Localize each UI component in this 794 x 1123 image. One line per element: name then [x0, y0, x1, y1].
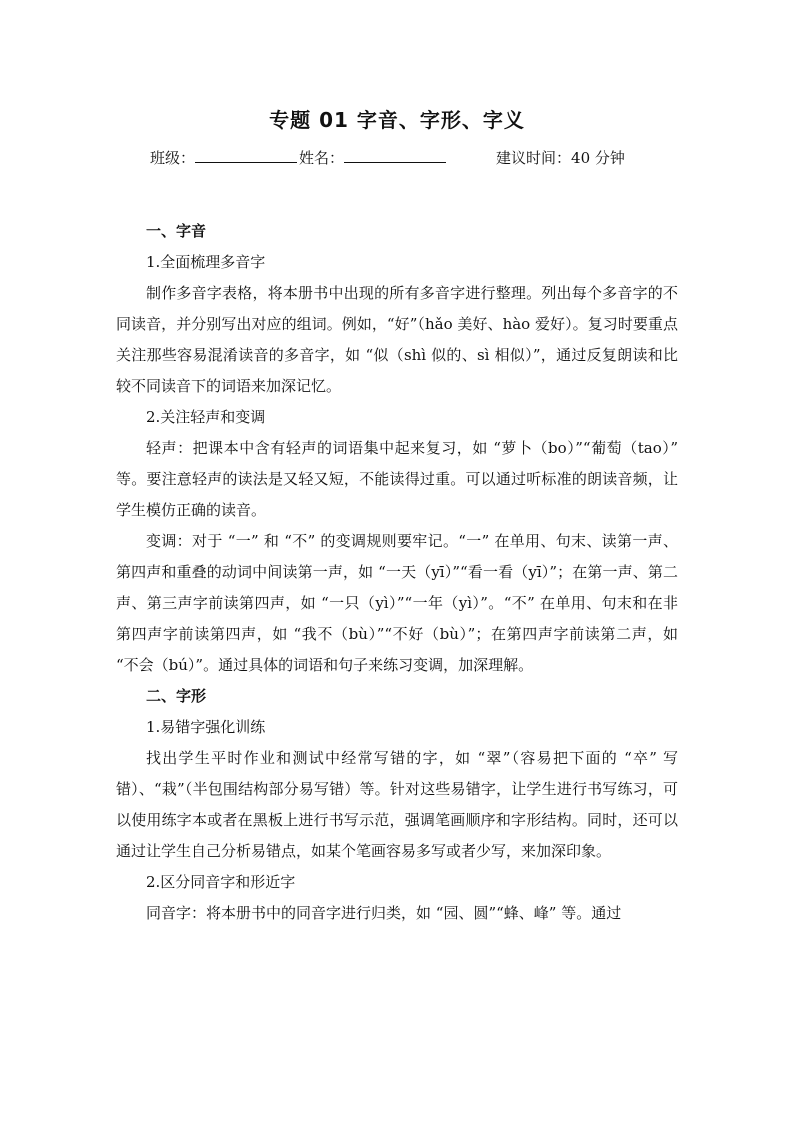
section-heading-character-form: 二、字形 — [146, 687, 207, 705]
paragraph-polyphones: 制作多音字表格，将本册书中出现的所有多音字进行整理。列出每个多音字的不同读音，并分别写出对应的组词。例如，“好”（hǎo 美好、hào 爱好）。复习时要重点关注那些容易混淆读音的多音字，如 “似（shì 似的、sì 相似）”，通过反复朗读和比较不同读音下的词语来加深记忆。 — [116, 284, 678, 395]
class-blank[interactable] — [195, 146, 297, 163]
section-heading-pronunciation: 一、字音 — [146, 222, 207, 240]
paragraph-homophones: 同音字：将本册书中的同音字进行归类，如 “园、圆”“蜂、峰” 等。通过 — [146, 904, 622, 922]
paragraph-tone-sandhi: 变调：对于 “一” 和 “不” 的变调规则要牢记。“一” 在单用、句末、读第一声、第四声和重叠的动词中间读第一声，如 “一天（yī）”“看一看（yī）”；在第一声、第二声、第三声字前读第四声，如 “一只（yì）”“一年（yì）”。“不” 在单用、句末和在非第四声字前读第四声，如 “我不（bù）”“不好（bù）”；在第四声字前读第二声，如 “不会（bú）”。通过具体的词语和句子来练习变调，加深理解。 — [116, 532, 678, 674]
subsection-heading-polyphones: 1.全面梳理多音字 — [146, 253, 266, 271]
subsection-heading-homophones: 2.区分同音字和形近字 — [146, 873, 296, 891]
class-label: 班级： — [150, 149, 196, 167]
subsection-heading-neutral-tone: 2.关注轻声和变调 — [146, 408, 266, 426]
name-label: 姓名： — [299, 149, 345, 167]
paragraph-neutral-tone: 轻声：把课本中含有轻声的词语集中起来复习，如 “萝卜（bo）”“葡萄（tao）” 等。要注意轻声的读法是又轻又短，不能读得过重。可以通过听标准的朗读音频，让学生模仿正确的读音。 — [116, 439, 678, 519]
student-info-line — [150, 146, 625, 168]
paragraph-error-prone: 找出学生平时作业和测试中经常写错的字，如 “翠”（容易把下面的 “卒” 写错）、“栽”（半包围结构部分易写错）等。针对这些易错字，让学生进行书写练习，可以使用练字本或者在黑板上进行书写示范，强调笔画顺序和字形结构。同时，还可以通过让学生自己分析易错点，如某个笔画容易多写或者少写，来加深印象。 — [116, 749, 678, 860]
document-body — [116, 216, 678, 929]
suggested-time: 建议时间：40 分钟 — [496, 149, 625, 167]
page-title: 专题 01 字音、字形、字义 — [269, 108, 525, 132]
name-blank[interactable] — [344, 146, 446, 163]
subsection-heading-error-prone: 1.易错字强化训练 — [146, 718, 266, 736]
